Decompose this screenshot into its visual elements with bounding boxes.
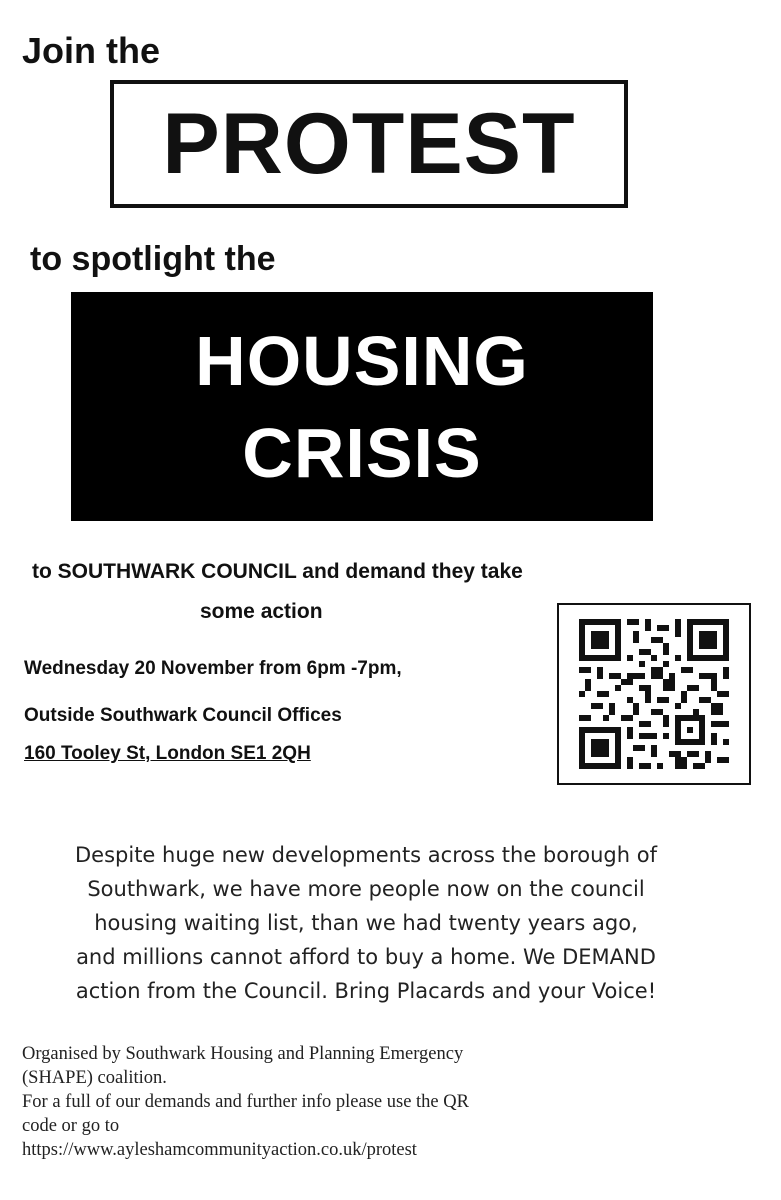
description-line: housing waiting list, than we had twenty years ago, <box>94 911 638 935</box>
footer-line: For a full of our demands and further info please use the QR <box>22 1092 469 1112</box>
event-date: Wednesday 20 November from 6pm -7pm, <box>24 658 402 679</box>
description-paragraph <box>22 838 710 1008</box>
protest-url-link[interactable]: https://www.ayleshamcommunityaction.co.uk/protest <box>22 1140 417 1160</box>
housing-crisis-box <box>71 292 653 521</box>
qr-code-box[interactable] <box>557 603 751 785</box>
organiser-footer <box>22 1042 722 1162</box>
protest-title: PROTEST <box>162 95 576 192</box>
event-address: 160 Tooley St, London SE1 2QH <box>24 743 311 764</box>
description-line: action from the Council. Bring Placards and your Voice! <box>75 979 657 1003</box>
crisis-title: CRISIS <box>242 413 482 492</box>
qr-code-icon <box>579 619 729 769</box>
protest-box <box>110 80 628 208</box>
action-line: some action <box>200 600 323 623</box>
spotlight-heading: to spotlight the <box>30 240 276 278</box>
description-line: Southwark, we have more people now on the council <box>87 877 645 901</box>
description-line: and millions cannot afford to buy a home. We DEMAND <box>76 945 656 969</box>
footer-line: Organised by Southwark Housing and Planning Emergency <box>22 1044 464 1064</box>
event-venue: Outside Southwark Council Offices <box>24 705 342 726</box>
footer-line: (SHAPE) coalition. <box>22 1068 167 1088</box>
join-heading: Join the <box>22 30 161 71</box>
housing-title: HOUSING <box>195 321 529 400</box>
southwark-line: to SOUTHWARK COUNCIL and demand they take <box>32 560 523 583</box>
description-line: Despite huge new developments across the borough of <box>75 843 657 867</box>
footer-line: code or go to <box>22 1116 120 1136</box>
